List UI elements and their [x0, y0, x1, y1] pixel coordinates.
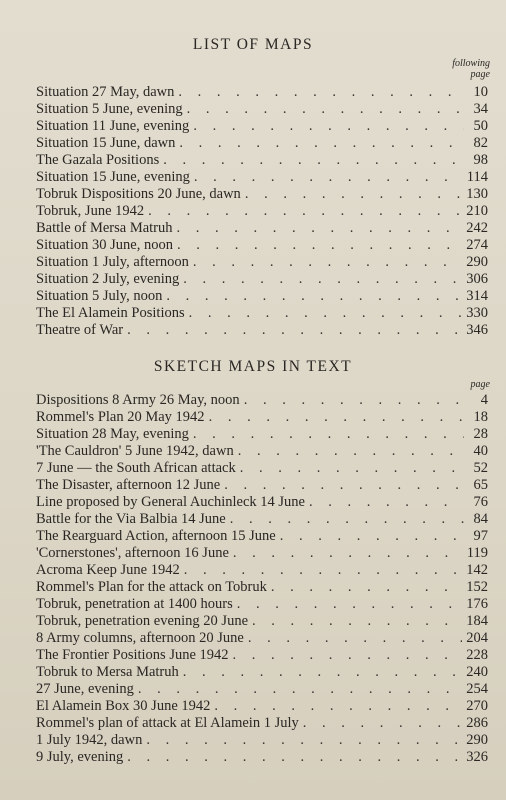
entry-page: 228: [466, 647, 488, 663]
entry-title: The Frontier Positions June 1942: [36, 647, 229, 663]
leader-dots: [244, 392, 464, 409]
list-item: [36, 135, 488, 152]
list-item: [36, 647, 488, 664]
entry-title: Acroma Keep June 1942: [36, 562, 180, 578]
list-item: [36, 305, 488, 322]
entry-title: 8 Army columns, afternoon 20 June: [36, 630, 244, 646]
leader-dots: [127, 322, 462, 339]
leader-dots: [233, 647, 463, 664]
leader-dots: [183, 271, 462, 288]
entry-page: 142: [466, 562, 488, 578]
leader-dots: [238, 443, 464, 460]
entry-title: Situation 5 June, evening: [36, 101, 183, 117]
entry-title: Dispositions 8 Army 26 May, noon: [36, 392, 240, 408]
entry-title: Situation 1 July, afternoon: [36, 254, 189, 270]
maps-list: [36, 84, 488, 339]
entry-page: 34: [473, 101, 488, 117]
leader-dots: [177, 220, 463, 237]
sketch-maps-heading: SKETCH MAPS IN TEXT: [153, 358, 353, 375]
list-item: [36, 152, 488, 169]
entry-page: 4: [480, 392, 488, 408]
entry-title: Battle for the Via Balbia 14 June: [36, 511, 226, 527]
leader-dots: [271, 579, 462, 596]
maps-heading: LIST OF MAPS: [192, 36, 314, 53]
entry-page: 76: [473, 494, 488, 510]
list-item: [36, 715, 488, 732]
entry-page: 52: [473, 460, 488, 476]
entry-title: The Rearguard Action, afternoon 15 June: [36, 528, 276, 544]
entry-title: 1 July 1942, dawn: [36, 732, 143, 748]
leader-dots: [194, 169, 463, 186]
entry-title: Theatre of War: [36, 322, 124, 338]
leader-dots: [163, 152, 464, 169]
entry-page: 286: [466, 715, 488, 731]
entry-page: 65: [473, 477, 488, 493]
entry-title: Situation 27 May, dawn: [36, 84, 175, 100]
entry-title: 27 June, evening: [36, 681, 134, 697]
list-item: [36, 749, 488, 766]
entry-page: 176: [466, 596, 488, 612]
entry-page: 152: [466, 579, 488, 595]
list-item: [36, 118, 488, 135]
column-label-following: following: [452, 58, 490, 69]
following-page-label: [452, 58, 490, 80]
leader-dots: [187, 101, 464, 118]
list-item: [36, 545, 488, 562]
entry-page: 130: [466, 186, 488, 202]
leader-dots: [209, 409, 464, 426]
leader-dots: [183, 664, 463, 681]
leader-dots: [178, 84, 464, 101]
list-item: [36, 460, 488, 477]
entry-title: Tobruk, penetration evening 20 June: [36, 613, 248, 629]
list-item: [36, 254, 488, 271]
list-item: [36, 562, 488, 579]
entry-page: 306: [466, 271, 488, 287]
list-item: [36, 426, 488, 443]
entry-title: Situation 15 June, evening: [36, 169, 190, 185]
leader-dots: [230, 511, 464, 528]
leader-dots: [189, 305, 463, 322]
leader-dots: [138, 681, 462, 698]
leader-dots: [184, 562, 463, 579]
entry-page: 210: [466, 203, 488, 219]
entry-page: 18: [473, 409, 488, 425]
entry-title: The Gazala Positions: [36, 152, 160, 168]
leader-dots: [214, 698, 462, 715]
list-item: [36, 494, 488, 511]
entry-title: Battle of Mersa Matruh: [36, 220, 173, 236]
list-item: [36, 220, 488, 237]
list-item: [36, 322, 488, 339]
leader-dots: [193, 118, 464, 135]
leader-dots: [280, 528, 464, 545]
list-item: [36, 511, 488, 528]
entry-page: 254: [466, 681, 488, 697]
list-item: [36, 186, 488, 203]
entry-page: 184: [466, 613, 488, 629]
entry-title: Rommel's Plan for the attack on Tobruk: [36, 579, 267, 595]
list-item: [36, 698, 488, 715]
entry-page: 326: [466, 749, 488, 765]
leader-dots: [179, 135, 464, 152]
leader-dots: [245, 186, 462, 203]
entry-title: Tobruk to Mersa Matruh: [36, 664, 179, 680]
leader-dots: [148, 203, 462, 220]
entry-title: 'The Cauldron' 5 June 1942, dawn: [36, 443, 234, 459]
entry-page: 240: [466, 664, 488, 680]
leader-dots: [248, 630, 462, 647]
list-item: [36, 596, 488, 613]
list-item: [36, 613, 488, 630]
entry-page: 84: [473, 511, 488, 527]
entry-page: 98: [473, 152, 488, 168]
entry-title: The El Alamein Positions: [36, 305, 185, 321]
column-label-page: page: [470, 69, 490, 80]
entry-title: 9 July, evening: [36, 749, 124, 765]
entry-page: 119: [466, 545, 488, 561]
list-item: [36, 169, 488, 186]
entry-title: Situation 5 July, noon: [36, 288, 163, 304]
entry-page: 290: [466, 254, 488, 270]
leader-dots: [252, 613, 462, 630]
leader-dots: [240, 460, 464, 477]
entry-page: 290: [466, 732, 488, 748]
leader-dots: [224, 477, 464, 494]
leader-dots: [309, 494, 464, 511]
entry-title: Rommel's Plan 20 May 1942: [36, 409, 205, 425]
list-item: [36, 237, 488, 254]
entry-title: 7 June — the South African attack: [36, 460, 236, 476]
entry-title: El Alamein Box 30 June 1942: [36, 698, 211, 714]
list-item: [36, 664, 488, 681]
entry-page: 97: [473, 528, 488, 544]
entry-title: Situation 2 July, evening: [36, 271, 180, 287]
entry-title: Tobruk, penetration at 1400 hours: [36, 596, 233, 612]
entry-title: Situation 15 June, dawn: [36, 135, 176, 151]
list-item: [36, 84, 488, 101]
leader-dots: [193, 426, 464, 443]
list-item: [36, 681, 488, 698]
entry-title: 'Cornerstones', afternoon 16 June: [36, 545, 229, 561]
leader-dots: [177, 237, 462, 254]
leader-dots: [237, 596, 463, 613]
entry-page: 204: [466, 630, 488, 646]
entry-title: Line proposed by General Auchinleck 14 June: [36, 494, 305, 510]
page-column-label: page: [470, 379, 490, 390]
entry-page: 314: [466, 288, 488, 304]
list-item: [36, 630, 488, 647]
entry-page: 330: [466, 305, 488, 321]
entry-page: 114: [466, 169, 488, 185]
list-item: [36, 579, 488, 596]
entry-page: 242: [466, 220, 488, 236]
entry-page: 82: [473, 135, 488, 151]
leader-dots: [166, 288, 462, 305]
entry-page: 270: [466, 698, 488, 714]
entry-page: 50: [473, 118, 488, 134]
leader-dots: [233, 545, 463, 562]
list-item: [36, 392, 488, 409]
list-item: [36, 409, 488, 426]
sketch-maps-list: [36, 392, 488, 766]
list-item: [36, 443, 488, 460]
entry-title: Rommel's plan of attack at El Alamein 1 July: [36, 715, 299, 731]
list-item: [36, 477, 488, 494]
leader-dots: [193, 254, 462, 271]
entry-title: Tobruk Dispositions 20 June, dawn: [36, 186, 241, 202]
entry-page: 40: [473, 443, 488, 459]
list-item: [36, 203, 488, 220]
list-item: [36, 732, 488, 749]
list-item: [36, 101, 488, 118]
list-item: [36, 528, 488, 545]
leader-dots: [146, 732, 462, 749]
list-item: [36, 271, 488, 288]
entry-page: 10: [473, 84, 488, 100]
entry-title: Situation 30 June, noon: [36, 237, 173, 253]
entry-title: Tobruk, June 1942: [36, 203, 145, 219]
entry-page: 346: [466, 322, 488, 338]
entry-page: 28: [473, 426, 488, 442]
entry-title: The Disaster, afternoon 12 June: [36, 477, 221, 493]
leader-dots: [127, 749, 462, 766]
entry-title: Situation 28 May, evening: [36, 426, 189, 442]
entry-title: Situation 11 June, evening: [36, 118, 190, 134]
entry-page: 274: [466, 237, 488, 253]
list-item: [36, 288, 488, 305]
leader-dots: [303, 715, 462, 732]
